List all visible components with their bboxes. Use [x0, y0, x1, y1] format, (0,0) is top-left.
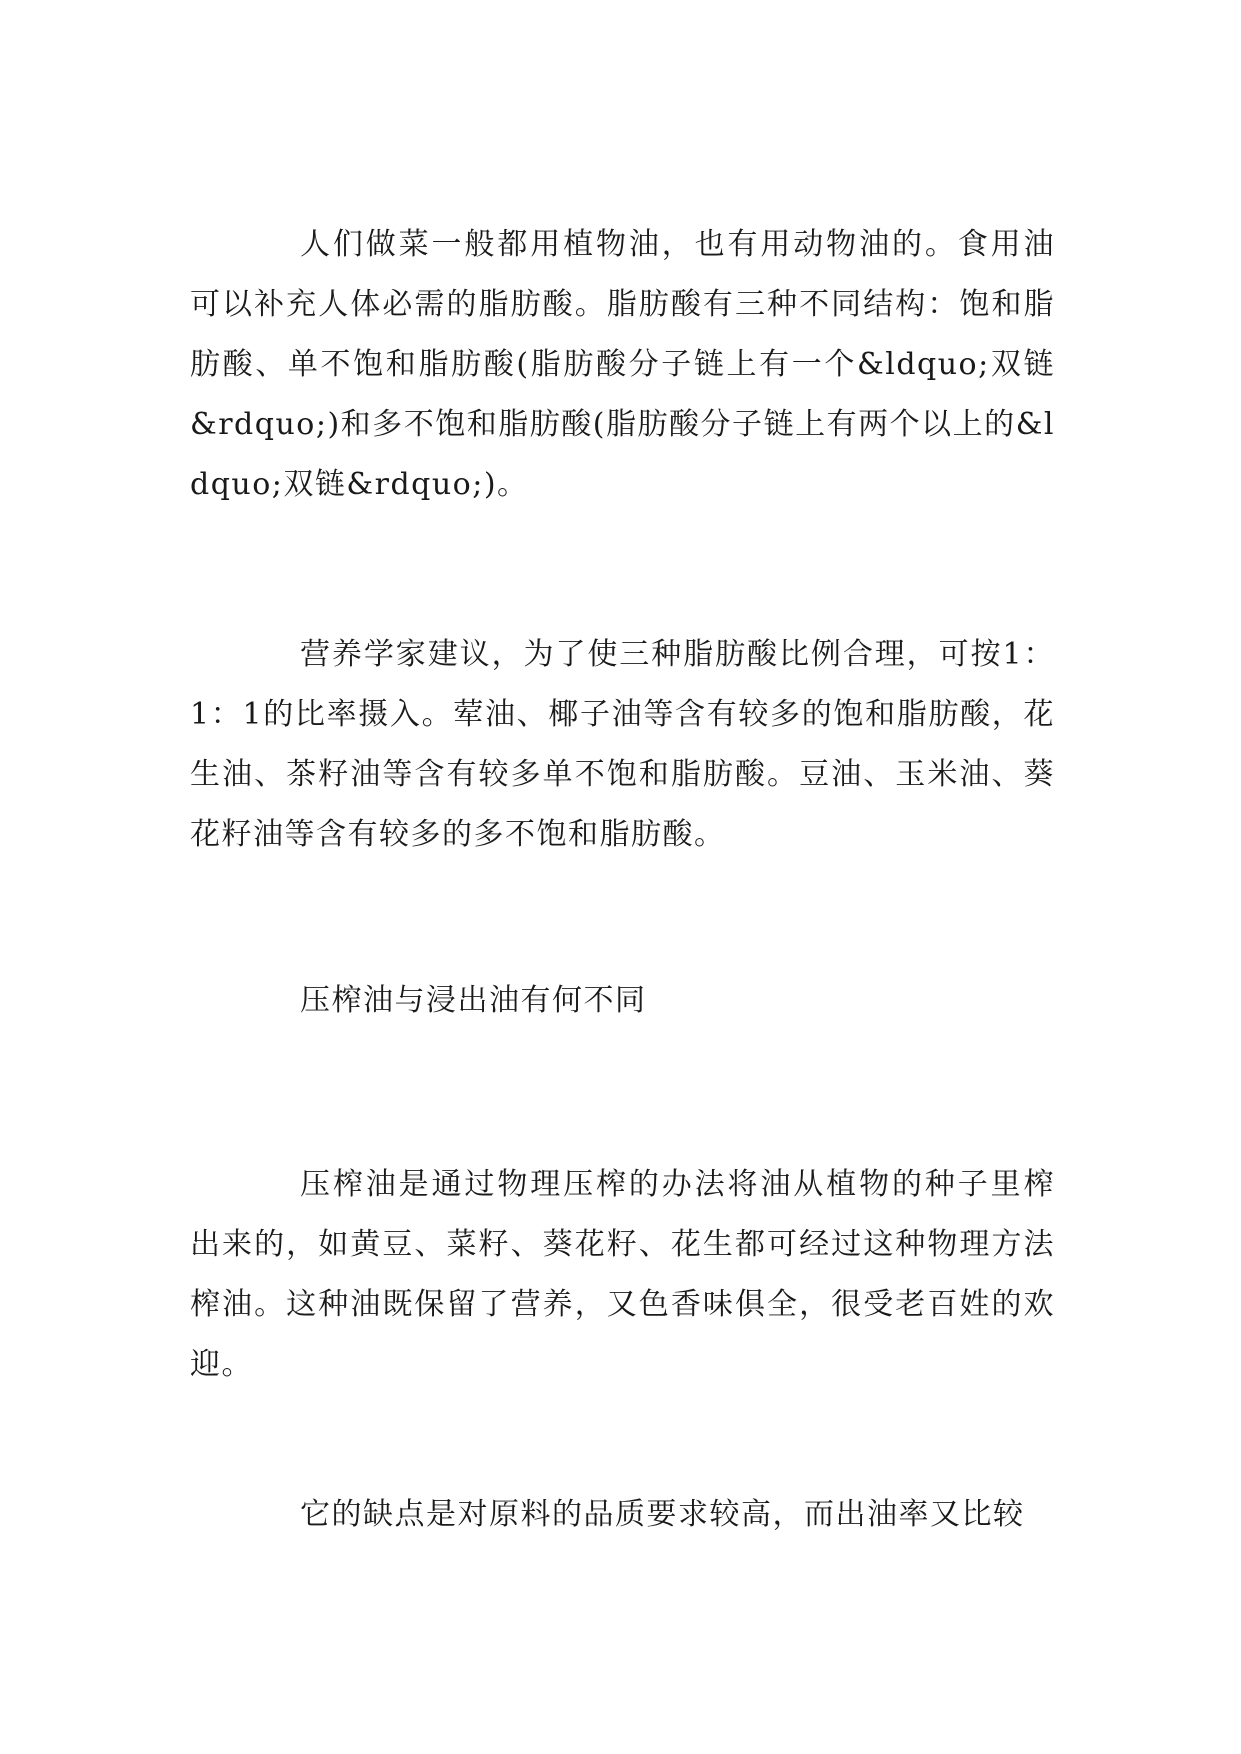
paragraph-pressed-oil: 压榨油是通过物理压榨的办法将油从植物的种子里榨出来的，如黄豆、菜籽、葵花籽、花生都可经过这种物理方法榨油。这种油既保留了营养，又色香味俱全，很受老百姓的欢迎。 — [190, 1167, 1055, 1382]
paragraph-nutritionist-advice: 营养学家建议，为了使三种脂肪酸比例合理，可按1：1：1的比率摄入。荤油、椰子油等含有较多的饱和脂肪酸，花生油、茶籽油等含有较多单不饱和脂肪酸。豆油、玉米油、葵花籽油等含有较多的多不饱和脂肪酸。 — [190, 637, 1055, 852]
paragraph-pressed-oil-drawback: 它的缺点是对原料的品质要求较高，而出油率又比较 — [300, 1497, 1025, 1532]
section-heading-pressed-vs-extracted-oil: 压榨油与浸出油有何不同 — [300, 983, 647, 1018]
paragraph-edible-oil-fatty-acids: 人们做菜一般都用植物油，也有用动物油的。食用油可以补充人体必需的脂肪酸。脂肪酸有三种不同结构：饱和脂肪酸、单不饱和脂肪酸(脂肪酸分子链上有一个&ldquo;双链&rdquo;)和多不饱和脂肪酸(脂肪酸分子链上有两个以上的&ldquo;双链&rdquo;)。 — [190, 227, 1055, 502]
